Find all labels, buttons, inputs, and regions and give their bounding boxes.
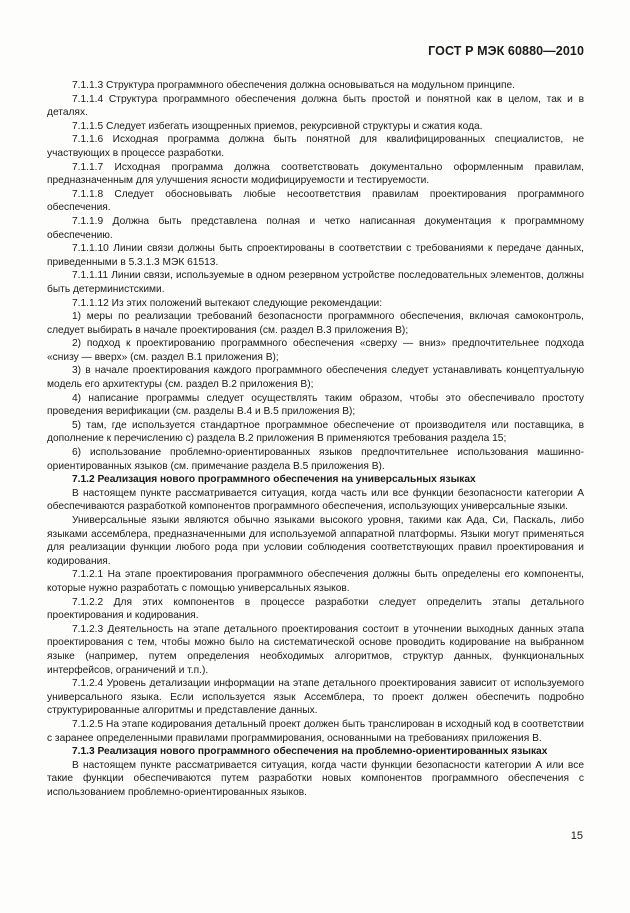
paragraph: 7.1.1.5 Следует избегать изощренных приемов, рекурсивной структуры и сжатия кода. [72, 120, 483, 132]
paragraph: 7.1.1.4 Структура программного обеспечения должна быть простой и понятной как в целом, так и в деталях. [47, 93, 584, 119]
paragraph: 7.1.1.8 Следует обосновывать любые несоответствия правилам проектирования программного обеспечения. [47, 188, 584, 214]
paragraph: В настоящем пункте рассматривается ситуация, когда части функции безопасности категории А или все такие функции обеспечиваются путем разработки новых компонентов программного обеспечения с использованием проблемно-ориентированных языков. [47, 759, 584, 798]
standard-header: ГОСТ Р МЭК 60880—2010 [428, 44, 584, 58]
section-heading: 7.1.2 Реализация нового программного обеспечения на универсальных языках [72, 474, 476, 486]
paragraph: 7.1.2.2 Для этих компонентов в процессе разработки следует определить этапы детального проектирования и кодирования. [47, 596, 584, 622]
list-item: 1) меры по реализации требований безопасности программного обеспечения, включая самоконтроль, следует выбирать в начале проектирования (см. раздел В.3 приложения В); [47, 311, 584, 336]
list-item: 2) подход к проектированию программного обеспечения «сверху — вниз» предпочтительнее подхода «снизу — вверх» (см. раздел В.1 приложения В); [47, 338, 584, 363]
paragraph: 7.1.1.3 Структура программного обеспечения должна основываться на модульном принципе. [72, 80, 515, 91]
paragraph: 7.1.2.4 Уровень детализации информации на этапе детального проектирования зависит от используемого универсального языка. Если используется язык Ассемблера, то проект должен обеспечить подробно структурированные алгоритмы и представление данных. [47, 678, 584, 717]
paragraph: Универсальные языки являются обычно языками высокого уровня, такими как Ада, Си, Паскаль, либо языками ассемблера, предназначенными для используемой аппаратной платформы. Языки могут применяться для реализации функции любого рода при условии соблюдения соответствующих правил проектирования и кодирования. [47, 515, 584, 567]
paragraph: 7.1.1.11 Линии связи, используемые в одном резервном устройстве последовательных элементов, должны быть детерминистскими. [47, 270, 584, 295]
paragraph: 7.1.1.6 Исходная программа должна быть понятной для квалифицированных специалистов, не участвующих в процессе разработки. [47, 134, 584, 159]
paragraph: 7.1.1.7 Исходная программа должна соответствовать документально оформленным правилам, предназначенным для улучшения ясности модифицируемости и тестируемости. [47, 161, 584, 187]
paragraph: В настоящем пункте рассматривается ситуация, когда часть или все функции безопасности категории А обеспечиваются разработкой компонентов программного обеспечения, использующих универсальные языки. [47, 487, 584, 513]
paragraph: 7.1.1.10 Линии связи должны быть спроектированы в соответствии с требованиями к передаче данных, приведенными в 5.3.1.3 МЭК 61513. [47, 243, 584, 268]
list-item: 4) написание программы следует осуществлять таким образом, чтобы это обеспечивало простоту проведения верификации (см. разделы В.4 и В.5 приложения В); [47, 392, 584, 418]
list-item: 5) там, где используется стандартное программное обеспечение от производителя или поставщика, в дополнение к перечислению с) раздела В.2 приложения В применяются требования раздела 15; [47, 419, 584, 445]
list-item: 6) использование проблемно-ориентированных языков предпочтительнее использования машинно-ориентированных языков (см. примечание раздела В.5 приложения В). [47, 447, 584, 472]
paragraph: 7.1.2.3 Деятельность на этапе детального проектирования состоит в уточнении выходных данных этапа проектирования с тем, чтобы можно было на систематической основе проводить кодирование на выбранном языке (например, путем определения необходимых алгоритмов, структур данных, функциональных интерфейсов, ограничений и т.п.). [47, 623, 584, 676]
section-heading: 7.1.3 Реализация нового программного обеспечения на проблемно-ориентированных языках [72, 746, 548, 758]
paragraph: 7.1.1.9 Должна быть представлена полная и четко написанная документация к программному обеспечению. [47, 215, 584, 241]
paragraph: 7.1.1.12 Из этих положений вытекают следующие рекомендации: [72, 297, 383, 309]
list-item: 3) в начале проектирования каждого программного обеспечения следует устанавливать концептуальную модель его архитектуры (см. раздел В.2 приложения В); [47, 365, 584, 391]
paragraph: 7.1.2.1 На этапе проектирования программного обеспечения должны быть определены его компоненты, которые нужно разработать с помощью универсальных языков. [47, 569, 584, 594]
page-number: 15 [570, 830, 583, 842]
document-body [47, 79, 584, 799]
paragraph: 7.1.2.5 На этапе кодирования детальный проект должен быть транслирован в исходный код в соответствии с заранее определенными правилами программирования, основанными на требованиях приложения В. [47, 718, 584, 744]
